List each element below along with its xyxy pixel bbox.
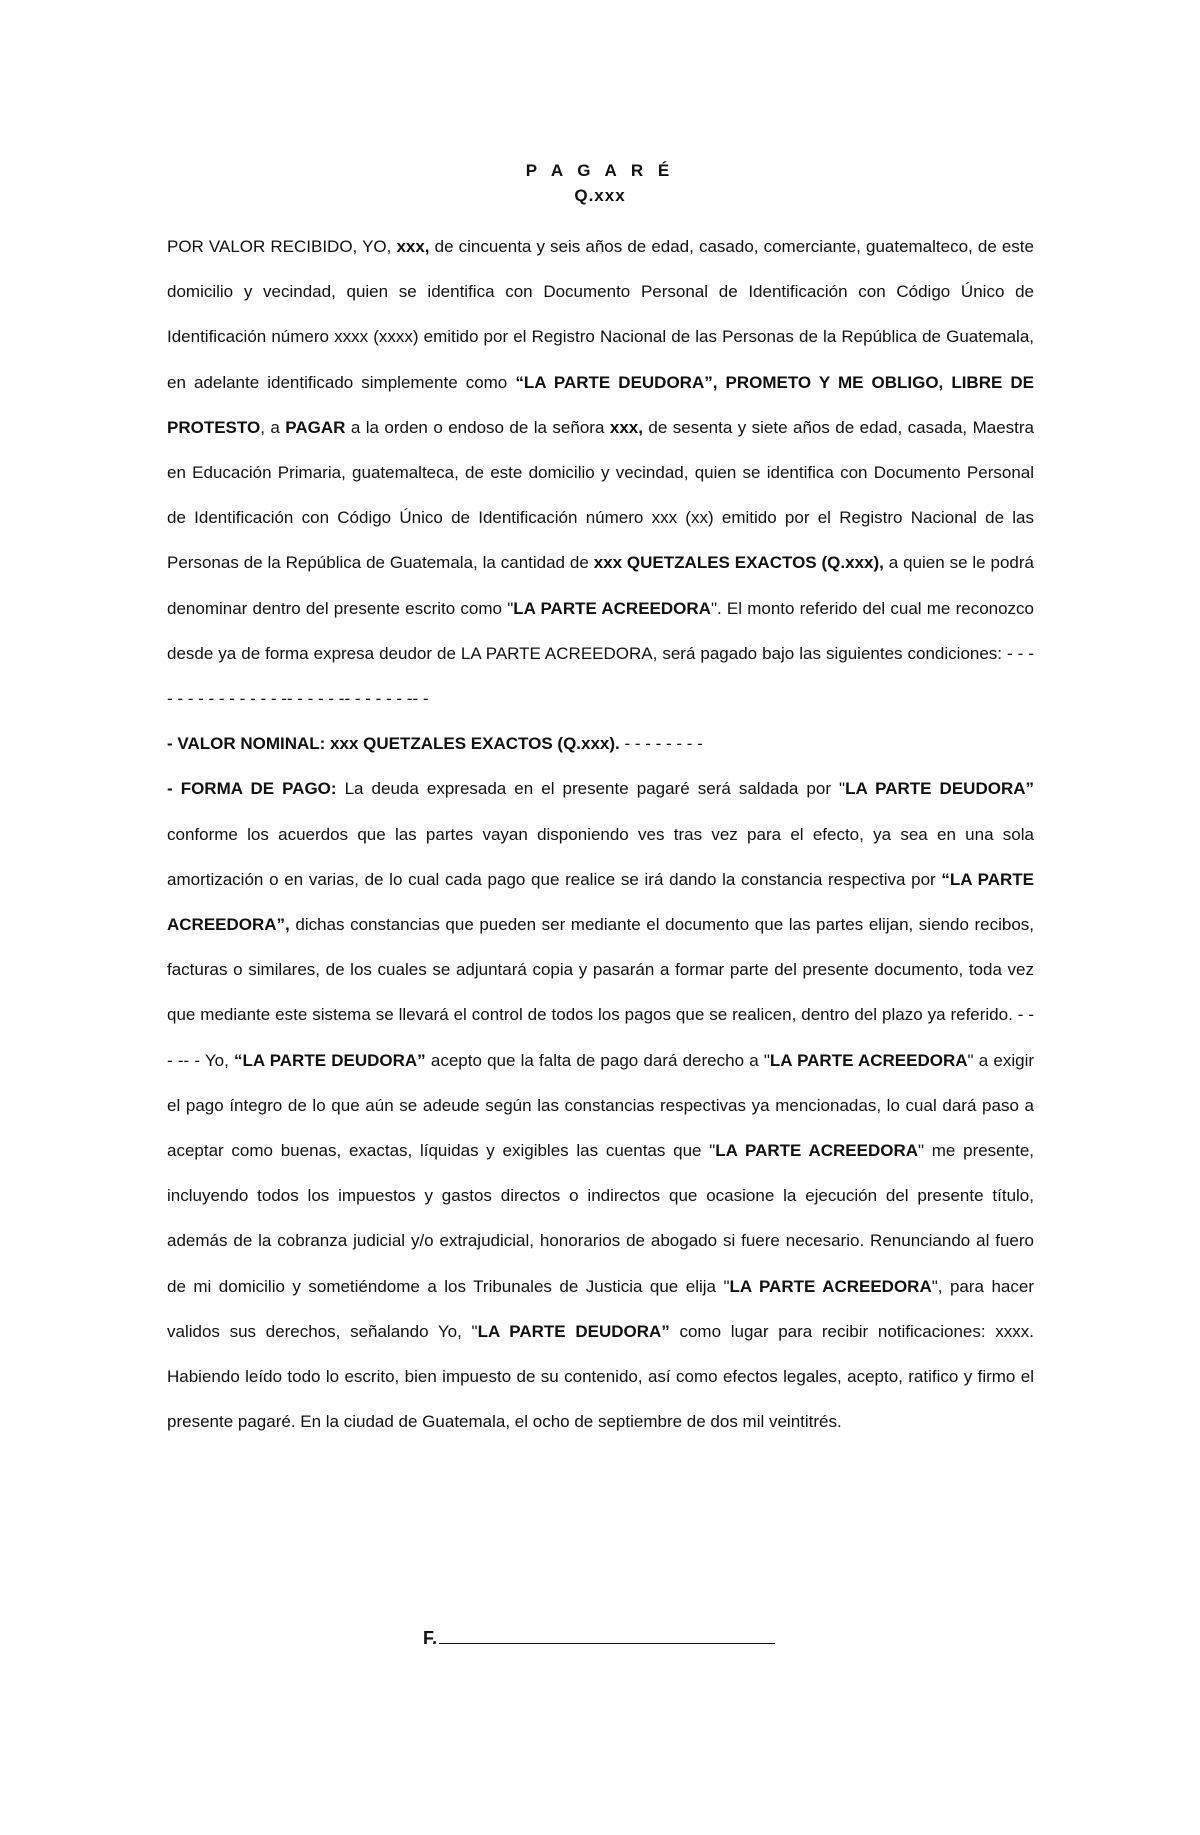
signature-line bbox=[439, 1629, 775, 1644]
bold-text: “LA PARTE ACREEDORA”, bbox=[167, 869, 1034, 935]
document-title: P A G A R É bbox=[525, 161, 675, 180]
bold-text: LA PARTE ACREEDORA bbox=[769, 1050, 968, 1070]
paragraph bbox=[167, 224, 1034, 721]
text-run: , a bbox=[260, 417, 286, 437]
text-run: de sesenta y siete años de edad, casada, Maestra en Educación Primaria, guatemalteca, de este domicilio y vecindad, quien se identifica con Documento Personal de Identificación con Código Único de Identificación número xxx (xx) emitido por el Registro Nacional de las Personas de la República de Guatemala, la cantidad de bbox=[167, 417, 1035, 573]
signature-label: F. bbox=[423, 1628, 438, 1648]
document-body bbox=[167, 224, 1034, 1444]
signature-block bbox=[423, 1628, 775, 1649]
paragraph bbox=[167, 721, 1034, 766]
bold-text: - FORMA DE PAGO: bbox=[167, 779, 337, 799]
text-run: " me presente, incluyendo todos los impuestos y gastos directos o indirectos que ocasione la ejecución del presente título, además de la cobranza judicial y/o extrajudicial, honorarios de abogado si fuere necesario. Renunciando al fuero de mi domicilio y sometiéndome a los Tribunales de Justicia que elija " bbox=[167, 1141, 1034, 1296]
text-run: La deuda expresada en el presente pagaré será saldada por " bbox=[336, 779, 846, 799]
bold-text: xxx, bbox=[609, 417, 643, 437]
text-run: conforme los acuerdos que las partes vayan disponiendo ves tras vez para el efecto, ya sea en una sola amortización o en varias, de lo cual cada pago que realice se irá dando la constancia respectiva por bbox=[167, 824, 1034, 889]
text-run: de cincuenta y seis años de edad, casado, comerciante, guatemalteco, de este domicilio y vecindad, quien se identifica con Documento Personal de Identificación con Código Único de Identificación número xxxx (xxxx) emitido por el Registro Nacional de las Personas de la República de Guatemala, en adelante identificado simplemente como bbox=[167, 237, 1034, 392]
bold-text: PAGAR bbox=[285, 417, 346, 437]
text-run: acepto que la falta de pago dará derecho a " bbox=[425, 1050, 770, 1070]
text-run: " a exigir el pago íntegro de lo que aún se adeude según las constancias respectivas ya mencionadas, lo cual dará paso a aceptar como buenas, exactas, líquidas y exigibles las cuentas que " bbox=[167, 1050, 1035, 1161]
bold-text: LA PARTE DEUDORA” bbox=[477, 1321, 670, 1341]
text-run: como lugar para recibir notificaciones: xxxx. Habiendo leído todo lo escrito, bien impuesto de su contenido, así como efectos legales, acepto, ratifico y firmo el presente pagaré. En la ciudad de Guatemala, el ocho de septiembre de dos mil veintitrés. bbox=[167, 1321, 1034, 1432]
text-run: a quien se le podrá denominar dentro del presente escrito como " bbox=[167, 553, 1034, 618]
text-run: ", para hacer validos sus derechos, señalando Yo, " bbox=[167, 1276, 1034, 1341]
text-run: dichas constancias que pueden ser mediante el documento que las partes elijan, siendo recibos, facturas o similares, de los cuales se adjuntará copia y pasarán a formar parte del presente documento, toda vez que mediante este sistema se llevará el control de todos los pagos que se realicen, dentro del plazo ya referido. - - - -- - Yo, bbox=[167, 915, 1034, 1070]
bold-text: LA PARTE DEUDORA” bbox=[845, 779, 1034, 799]
text-run: - - - - - - - - bbox=[619, 734, 703, 754]
text-run: POR VALOR RECIBIDO, YO, bbox=[167, 237, 397, 256]
text-run: a la orden o endoso de la señora bbox=[345, 417, 610, 437]
bold-text: “LA PARTE DEUDORA” bbox=[234, 1050, 426, 1070]
bold-text: LA PARTE ACREEDORA bbox=[513, 598, 711, 618]
bold-text: LA PARTE ACREEDORA bbox=[729, 1276, 932, 1296]
document-amount: Q.xxx bbox=[574, 186, 626, 205]
paragraph bbox=[167, 766, 1034, 1444]
bold-text: LA PARTE ACREEDORA bbox=[715, 1141, 919, 1161]
bold-text: xxx, bbox=[396, 237, 430, 256]
bold-text: xxx QUETZALES EXACTOS (Q.xxx), bbox=[593, 553, 884, 573]
bold-text: “LA PARTE DEUDORA”, PROMETO Y ME OBLIGO, LIBRE DE PROTESTO bbox=[167, 372, 1034, 437]
bold-text: - VALOR NOMINAL: xxx QUETZALES EXACTOS (Q.xxx). bbox=[167, 734, 620, 754]
text-run: ". El monto referido del cual me reconozco desde ya de forma expresa deudor de LA PARTE ACREEDORA, será pagado bajo las siguientes condiciones: - - - - - - - - - - - - - - -- - - - - -- - - - - - -- - bbox=[167, 598, 1035, 709]
